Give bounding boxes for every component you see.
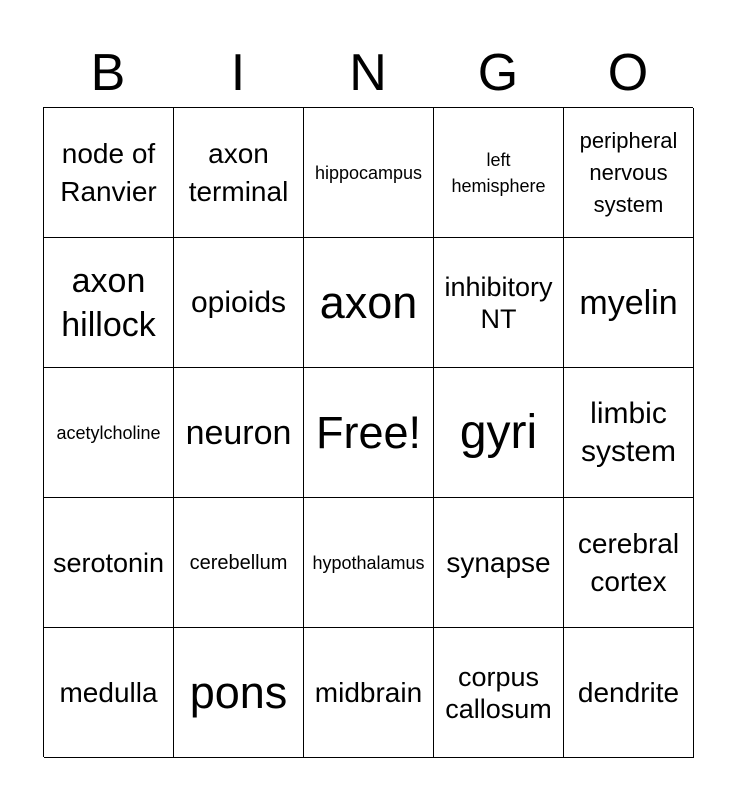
bingo-cell[interactable]	[564, 628, 694, 758]
bingo-cell[interactable]	[44, 238, 174, 368]
cell-label: acetylcholine	[56, 422, 161, 443]
header-letter-o: O	[607, 44, 649, 102]
cell-label: corpus callosum	[445, 661, 552, 724]
bingo-cell[interactable]	[44, 498, 174, 628]
cell-label: hypothalamus	[312, 552, 425, 573]
cell-label: limbic system	[580, 396, 676, 468]
cell-label: opioids	[190, 285, 287, 319]
bingo-cell[interactable]	[434, 368, 564, 498]
bingo-cell[interactable]	[44, 628, 174, 758]
cell-label: inhibitory NT	[444, 271, 553, 334]
bingo-cell[interactable]	[304, 108, 434, 238]
cell-label: synapse	[446, 546, 551, 578]
bingo-cell[interactable]	[564, 498, 694, 628]
header-letter-n: N	[349, 44, 387, 102]
header-letter-g: G	[477, 44, 519, 102]
bingo-cell[interactable]	[564, 368, 694, 498]
bingo-cell[interactable]	[174, 238, 304, 368]
cell-label: myelin	[579, 283, 678, 322]
cell-label: cerebral cortex	[577, 527, 680, 597]
cell-label: gyri	[459, 405, 538, 459]
bingo-cell[interactable]	[434, 498, 564, 628]
header-letter-b: B	[90, 44, 126, 102]
bingo-cell[interactable]	[304, 628, 434, 758]
bingo-cell[interactable]	[304, 238, 434, 368]
header-letter-i: I	[230, 44, 246, 102]
bingo-cell[interactable]	[174, 498, 304, 628]
bingo-cell[interactable]	[44, 108, 174, 238]
cell-label: axon	[319, 276, 418, 328]
bingo-card-grid	[43, 107, 693, 757]
bingo-header	[43, 40, 693, 106]
bingo-cell[interactable]	[174, 368, 304, 498]
cell-label: serotonin	[52, 547, 165, 578]
free-space-cell[interactable]	[304, 368, 434, 498]
cell-label: hippocampus	[314, 162, 423, 183]
cell-label: left hemisphere	[451, 149, 546, 196]
bingo-cell[interactable]	[174, 108, 304, 238]
free-space-label: Free!	[315, 406, 422, 458]
cell-label: cerebellum	[189, 551, 288, 574]
cell-label: dendrite	[577, 676, 680, 708]
bingo-cell[interactable]	[434, 238, 564, 368]
cell-label: pons	[189, 666, 288, 718]
cell-label: axon terminal	[188, 137, 289, 207]
bingo-cell[interactable]	[434, 628, 564, 758]
bingo-cell[interactable]	[564, 238, 694, 368]
cell-label: peripheral nervous system	[579, 127, 678, 217]
bingo-cell[interactable]	[304, 498, 434, 628]
bingo-cell[interactable]	[174, 628, 304, 758]
cell-label: axon hillock	[61, 261, 156, 344]
bingo-cell[interactable]	[564, 108, 694, 238]
cell-label: neuron	[185, 413, 292, 452]
cell-label: midbrain	[314, 676, 423, 708]
cell-label: node of Ranvier	[60, 137, 157, 207]
bingo-cell[interactable]	[434, 108, 564, 238]
cell-label: medulla	[59, 676, 158, 708]
bingo-cell[interactable]	[44, 368, 174, 498]
